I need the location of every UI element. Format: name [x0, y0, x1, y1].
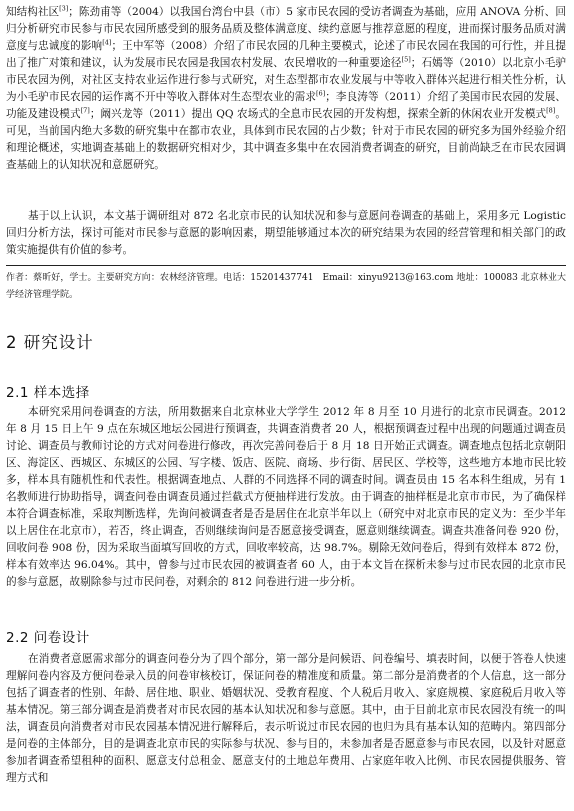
section-2-2-heading: 2.2 问卷设计	[6, 630, 90, 646]
section-2-2-body: 在消费者意愿需求部分的调查问卷分为了四个部分，第一部分是问候语、问卷编号、填表时间，以便于答卷人快速理解问卷内容及方便问卷录入员的问卷审核校订，保证问卷的精准度和质量。第二部分是消费者的个人信息，这一部分包括了调查者的性别、年龄、居住地、职业、婚姻状况、受教育程度、个人税后月收入、家庭规模、家庭税后月收入等基本情况。第三部分调查是消费者对市民农园的基本认知状况和参与意愿。其中，由于目前北京市民农园没有统一的叫法，调查员向消费者对市民农园基本情况进行解释后，表示听说过市民农园的也归为具有基本认知的范畴内。第四部分是问卷的主体部分，目的是调查北京市民的实际参与状况、参与目的，未参加者是否愿意参与市民农园，以及针对愿意参加者调查希望租种的面积、愿意支付总租金、愿意支付的土地总年费用、占家庭年收入比例、市民农园提供服务、管理方式和	[6, 653, 566, 784]
text-run: ；陈劲甫等（2004）以我国台湾台中县（市）5 家市民农园的受访者调查为基础，应用 ANOVA 分析、回归分析研究市民参与市民农园所感受到的服务品质及整体满意度、续约意愿与推荐意愿的程度，进而探讨服务品质对满意度与忠诚度的影响	[6, 6, 566, 52]
citation-ref: [4]	[102, 38, 112, 47]
citation-ref: [5]	[401, 55, 411, 64]
citation-ref: [6]	[316, 89, 326, 98]
text-run: 。可见，当前国内绝大多数的研究集中在都市农业，具体到市民农园的占少数；针对于市民农园的研究多为国外经验介绍和理论概述，实地调查基础上的数据研究相对少，其中调查多集中在农园消费者调查的研究，目前尚缺乏在市民农园调查基础上的认知状况和意愿研究。	[6, 108, 567, 171]
section-2-heading: 2 研究设计	[6, 333, 94, 352]
intro-paragraph-1	[6, 4, 566, 174]
author-footnote: 作者：蔡昕好，学士。主要研究方向：农林经济管理。电话：15201437741 Email：xinyu9213@163.com 地址：100083 北京林业大学经济管理学院。	[6, 273, 566, 300]
text-run: ；李良涛等（2011）介绍了美国市民农园的发展、功能及建设模式	[6, 91, 566, 120]
text-run: ；石嫣等（2010）以北京小毛驴市民农园为例，对社区支持农业运作进行参与式研究，对生态型都市农业发展与中等收入群体兴起进行相关性分析，认为小毛驴市民农园的运作离不开中等收入群体对生态型农业的需求	[6, 57, 566, 103]
text-run: ；阚兴龙等（2011）提出 QQ 农场式的全息市民农园的开发构想，探索全新的休闲农业开发模式	[89, 108, 547, 120]
footnote-divider	[6, 265, 566, 266]
citation-ref: [8]	[546, 106, 556, 115]
section-2-1-body: 本研究采用问卷调查的方法，所用数据来自北京林业大学学生 2012 年 8 月至 10 月进行的北京市民调查。2012 年 8 月 15 日上午 9 点在东城区地坛公园进行预调查，共调查消费者 20 人，根据预调查过程中出现的问题通过调查员讨论、调查员与教师讨论的方式对问卷进行修改，再次完善问卷后于 8 月 18 日开始正式调查。调查地点包括北京朝阳区、海淀区、西城区、东城区的公园、写字楼、饭店、医院、商场、步行街、居民区、学校等，这些地方本地市民比较多，样本具有随机性和代表性。根据调查地点、人群的不同选择不同的调查时间。调查员由 15 名本科生组成，另有 1 名教师进行协助指导，调查问卷由调查员通过拦截式方便抽样进行发放。由于调查的抽样框是北京市市民，为了确保样本符合调查标准，采取判断选样，先询问被调查者是否是居住在北京半年以上（研究中对北京市民的定义为：至少半年以上居住在北京市），若否，终止调查，否则继续询问是否愿意接受调查，愿意则继续调查。调查共准备问卷 920 份，回收问卷 908 份，因为采取当面填写回收的方式，回收率较高，达 98.7%。剔除无效问卷后，得到有效样本 872 份，样本有效率达 96.04%。其中，曾参与过市民农园的被调查者 60 人，由于本文旨在探析未参与过市民农园的北京市民的参与意愿，故剔除参与过市民问卷，对剩余的 812 问卷进行进一步分析。	[6, 406, 566, 588]
intro-paragraph-2: 基于以上认识，本文基于调研组对 872 名北京市民的认知状况和参与意愿问卷调查的基础上，采用多元 Logistic 回归分析方法，探讨可能对市民参与意愿的影响因素，期望能够通过本次的研究结果为农园的经营管理和相关部门的政策实施提供有价值的参考。	[6, 210, 566, 256]
text-run: ；王中军等（2008）介绍了市民农园的几种主要模式，论述了市民农园在我国的可行性，并且提出了推广对策和建议，认为发展市民农园是我国农村发展、农民增收的一种重要途径	[6, 40, 566, 69]
section-2-1-heading: 2.1 样本选择	[6, 385, 90, 401]
text-run: 知结构社区	[6, 6, 60, 18]
citation-ref: [7]	[80, 106, 90, 115]
citation-ref: [3]	[59, 4, 69, 13]
